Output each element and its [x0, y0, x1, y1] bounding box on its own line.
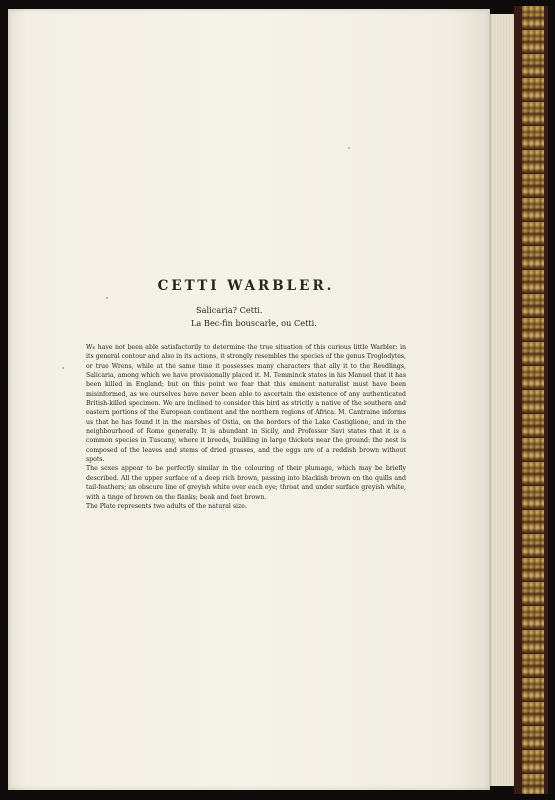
drop-lead: We [86, 344, 96, 351]
page-title: CETTI WARBLER. [157, 278, 335, 294]
paragraph-2: The sexes appear to be perfectly similar in the colouring of their plumage, which may be briefly described. All the upper surface of a deep rich brown, passing into blackish brown on the quills and tail-feathers; an obscure line of greyish white over each eye; throat and under surface greyish white, with a tinge of brown on the flanks; beak and feet brown. [86, 465, 406, 501]
paragraph-3: The Plate represents two adults of the natural size. [86, 502, 247, 510]
synonym-latin: Salicaria? Cetti. [196, 305, 263, 315]
paper-speck [62, 367, 64, 369]
paragraph-1-text: have not been able satisfactorily to determine the true situation of this curious little Warbler: in its general contour and also in its actions, it strongly resembles the species of the genus Troglodytes, or true Wrens, while at the same time it possesses many characters that ally it to the Reedlings, Salicaria, among which we have provisionally placed it. M. Temminck states in his Manuel that it has been killed in England; but on this point we fear that this eminent naturalist must have been misinformed, as we ourselves have never been able to ascertain the existence of any authenticated British-killed specimen. We are inclined to consider this bird as strictly a native of the southern and eastern portions of the European continent and the northern regions of Africa. M. Cantraine informs us that he has found it in the marshes of Ostia, on the borders of the Lake Castiglione, and in the neighbourhood of Rome generally. It is abundant in Sicily, and Professor Savi states that it is a common species in Tuscany, where it breeds, building in large thickets near the ground: the nest is composed of the leaves and stems of dried grasses, and the eggs are of a reddish brown without spots. [86, 344, 406, 464]
synonym-french: La Bec-fin bouscarle, ou Cetti. [191, 318, 317, 328]
gilt-border-ornament [522, 6, 544, 794]
book-cover-edge [514, 6, 548, 794]
page-edges [490, 14, 515, 786]
paper-speck [348, 147, 350, 149]
paragraph-1 [86, 343, 406, 464]
article [86, 278, 406, 511]
